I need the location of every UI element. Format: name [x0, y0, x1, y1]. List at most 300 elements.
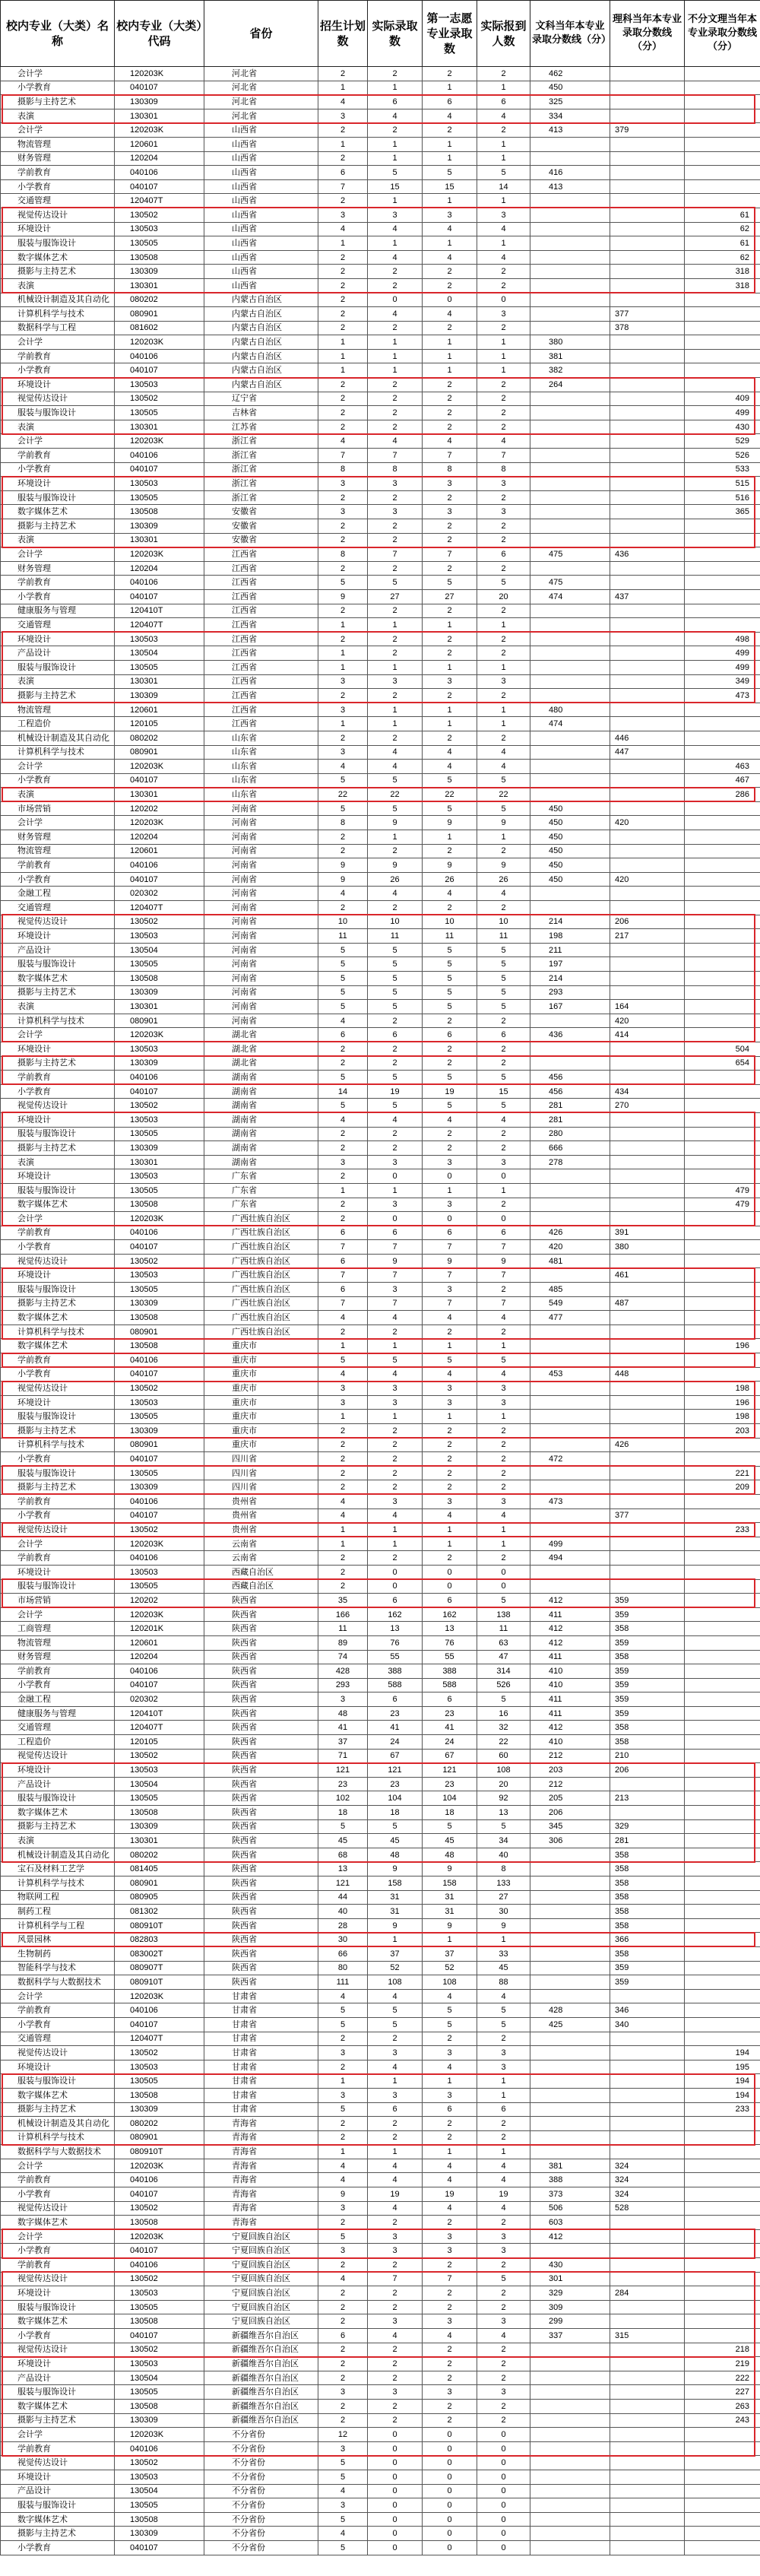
- cell-province: 河南省: [204, 887, 318, 901]
- cell-plan: 1: [318, 349, 368, 363]
- cell-reported: 526: [477, 1678, 530, 1692]
- cell-first-choice: 0: [423, 1212, 477, 1226]
- cell-wen-score: 453: [530, 1367, 610, 1382]
- table-row: [1, 208, 760, 222]
- cell-reported: 20: [477, 589, 530, 604]
- cell-mixed-score: [685, 1635, 760, 1650]
- cell-major-name: 会计学: [1, 2159, 115, 2173]
- cell-li-score: [610, 1452, 685, 1467]
- cell-major-code: 130502: [115, 1254, 204, 1268]
- table-row: [1, 1905, 760, 1919]
- cell-actual: 1: [368, 1537, 423, 1551]
- cell-reported: 0: [477, 2428, 530, 2442]
- cell-mixed-score: [685, 1806, 760, 1820]
- cell-li-score: [610, 2060, 685, 2074]
- cell-major-code: 120203K: [115, 1212, 204, 1226]
- table-row: [1, 1989, 760, 2003]
- cell-reported: 2: [477, 2300, 530, 2314]
- cell-actual: 7: [368, 1268, 423, 1283]
- cell-province: 重庆市: [204, 1382, 318, 1396]
- table-row: [1, 222, 760, 236]
- cell-li-score: 359: [610, 1607, 685, 1622]
- cell-li-score: [610, 477, 685, 491]
- table-row: [1, 2060, 760, 2074]
- cell-wen-score: [530, 505, 610, 519]
- cell-mixed-score: 479: [685, 1198, 760, 1212]
- table-row: [1, 2470, 760, 2484]
- cell-wen-score: 494: [530, 1551, 610, 1566]
- cell-reported: 40: [477, 1848, 530, 1862]
- cell-major-name: 环境设计: [1, 1565, 115, 1579]
- cell-reported: 7: [477, 1240, 530, 1255]
- cell-major-code: 130505: [115, 2300, 204, 2314]
- cell-first-choice: 3: [423, 1198, 477, 1212]
- cell-mixed-score: 218: [685, 2343, 760, 2357]
- table-row: [1, 618, 760, 633]
- cell-li-score: [610, 1339, 685, 1353]
- cell-wen-score: [530, 2145, 610, 2159]
- cell-first-choice: 0: [423, 2540, 477, 2555]
- cell-wen-score: [530, 2244, 610, 2258]
- cell-province: 新疆维吾尔自治区: [204, 2385, 318, 2400]
- cell-major-name: 学前教育: [1, 576, 115, 590]
- cell-wen-score: 456: [530, 1084, 610, 1099]
- table-row: [1, 646, 760, 661]
- cell-first-choice: 2: [423, 1424, 477, 1439]
- cell-wen-score: 410: [530, 1735, 610, 1750]
- table-row: [1, 434, 760, 449]
- cell-province: 青海省: [204, 2187, 318, 2202]
- cell-actual: 19: [368, 1084, 423, 1099]
- cell-major-name: 计算机科学与工程: [1, 1918, 115, 1933]
- cell-major-name: 物流管理: [1, 137, 115, 151]
- cell-li-score: [610, 109, 685, 123]
- table-row: [1, 1212, 760, 1226]
- cell-reported: 3: [477, 208, 530, 222]
- cell-reported: 4: [477, 1367, 530, 1382]
- cell-li-score: [610, 1410, 685, 1424]
- cell-wen-score: 281: [530, 1112, 610, 1127]
- cell-plan: 2: [318, 1169, 368, 1184]
- cell-major-name: 数字媒体艺术: [1, 1198, 115, 1212]
- cell-reported: 5: [477, 2017, 530, 2032]
- cell-province: 重庆市: [204, 1353, 318, 1368]
- cell-mixed-score: [685, 1537, 760, 1551]
- cell-major-name: 视觉传达设计: [1, 915, 115, 929]
- cell-actual: 588: [368, 1678, 423, 1692]
- cell-province: 陕西省: [204, 1961, 318, 1975]
- cell-province: 内蒙古自治区: [204, 363, 318, 378]
- cell-wen-score: 301: [530, 2272, 610, 2286]
- cell-li-score: 358: [610, 1735, 685, 1750]
- cell-wen-score: 436: [530, 1028, 610, 1042]
- cell-wen-score: [530, 1056, 610, 1071]
- cell-major-code: 130503: [115, 2357, 204, 2371]
- cell-major-code: 040106: [115, 2003, 204, 2018]
- cell-major-code: 130505: [115, 1283, 204, 1297]
- cell-plan: 2: [318, 830, 368, 845]
- cell-mixed-score: [685, 929, 760, 944]
- cell-actual: 9: [368, 1918, 423, 1933]
- cell-plan: 5: [318, 985, 368, 1000]
- cell-reported: 5: [477, 773, 530, 788]
- table-body: [1, 67, 760, 2555]
- cell-li-score: [610, 2343, 685, 2357]
- cell-actual: 4: [368, 1112, 423, 1127]
- cell-major-name: 摄影与主持艺术: [1, 2102, 115, 2117]
- cell-actual: 158: [368, 1876, 423, 1891]
- cell-reported: 5: [477, 2003, 530, 2018]
- cell-province: 浙江省: [204, 462, 318, 477]
- cell-plan: 3: [318, 2385, 368, 2400]
- cell-mixed-score: [685, 1240, 760, 1255]
- cell-province: 广西壮族自治区: [204, 1324, 318, 1339]
- cell-plan: 2: [318, 561, 368, 576]
- cell-mixed-score: [685, 901, 760, 915]
- cell-plan: 9: [318, 872, 368, 887]
- cell-major-code: 130508: [115, 972, 204, 986]
- table-row: [1, 1494, 760, 1508]
- cell-mixed-score: 243: [685, 2413, 760, 2428]
- cell-major-name: 计算机科学与技术: [1, 2130, 115, 2145]
- cell-major-code: 040106: [115, 449, 204, 463]
- cell-mixed-score: [685, 1706, 760, 1721]
- cell-wen-score: 299: [530, 2314, 610, 2329]
- cell-wen-score: [530, 222, 610, 236]
- cell-mixed-score: 194: [685, 2046, 760, 2060]
- cell-province: 陕西省: [204, 1735, 318, 1750]
- cell-wen-score: [530, 660, 610, 674]
- cell-li-score: [610, 406, 685, 420]
- cell-plan: 2: [318, 1480, 368, 1495]
- cell-li-score: [610, 2258, 685, 2273]
- cell-plan: 11: [318, 1622, 368, 1636]
- cell-reported: 2: [477, 1424, 530, 1439]
- cell-li-score: [610, 1324, 685, 1339]
- cell-major-name: 工程造价: [1, 1735, 115, 1750]
- cell-wen-score: [530, 788, 610, 802]
- cell-actual: 2: [368, 1141, 423, 1156]
- cell-wen-score: [530, 1862, 610, 1876]
- cell-wen-score: 281: [530, 1099, 610, 1113]
- cell-actual: 2: [368, 632, 423, 646]
- cell-li-score: [610, 830, 685, 845]
- cell-major-code: 040107: [115, 589, 204, 604]
- cell-actual: 2: [368, 604, 423, 618]
- cell-major-code: 130301: [115, 1834, 204, 1848]
- cell-province: 江西省: [204, 561, 318, 576]
- cell-plan: 22: [318, 788, 368, 802]
- cell-province: 甘肃省: [204, 1989, 318, 2003]
- cell-major-code: 080910T: [115, 1975, 204, 1990]
- cell-plan: 2: [318, 519, 368, 534]
- cell-plan: 8: [318, 462, 368, 477]
- cell-actual: 5: [368, 166, 423, 180]
- cell-first-choice: 2: [423, 1480, 477, 1495]
- cell-wen-score: [530, 2060, 610, 2074]
- cell-first-choice: 1: [423, 703, 477, 717]
- header-wen-score: 文科当年本专业录取分数线（分）: [530, 1, 610, 67]
- cell-first-choice: 4: [423, 887, 477, 901]
- cell-mixed-score: [685, 1692, 760, 1707]
- cell-plan: 2: [318, 378, 368, 392]
- table-row: [1, 674, 760, 689]
- cell-plan: 5: [318, 943, 368, 957]
- cell-plan: 5: [318, 2003, 368, 2018]
- table-row: [1, 1339, 760, 1353]
- cell-mixed-score: [685, 1678, 760, 1692]
- cell-li-score: 426: [610, 1438, 685, 1452]
- table-row: [1, 731, 760, 745]
- cell-actual: 0: [368, 2441, 423, 2456]
- cell-wen-score: [530, 674, 610, 689]
- cell-major-code: 120204: [115, 151, 204, 166]
- cell-actual: 1: [368, 81, 423, 95]
- cell-plan: 13: [318, 1862, 368, 1876]
- cell-actual: 2: [368, 278, 423, 293]
- cell-plan: 1: [318, 646, 368, 661]
- cell-first-choice: 6: [423, 1226, 477, 1240]
- cell-major-code: 130503: [115, 378, 204, 392]
- table-row: [1, 1480, 760, 1495]
- cell-actual: 1: [368, 2145, 423, 2159]
- cell-province: 湖南省: [204, 1127, 318, 1141]
- cell-province: 山东省: [204, 773, 318, 788]
- cell-li-score: [610, 901, 685, 915]
- cell-wen-score: [530, 2456, 610, 2470]
- table-row: [1, 901, 760, 915]
- cell-reported: 2: [477, 1056, 530, 1071]
- cell-first-choice: 2: [423, 1466, 477, 1480]
- cell-first-choice: 1: [423, 236, 477, 251]
- cell-mixed-score: [685, 321, 760, 335]
- cell-major-code: 130301: [115, 109, 204, 123]
- cell-province: 贵州省: [204, 1494, 318, 1508]
- cell-major-name: 产品设计: [1, 2484, 115, 2498]
- cell-wen-score: [530, 1339, 610, 1353]
- cell-major-name: 表演: [1, 533, 115, 547]
- cell-actual: 0: [368, 2484, 423, 2498]
- cell-major-name: 学前教育: [1, 858, 115, 873]
- cell-actual: 13: [368, 1622, 423, 1636]
- cell-plan: 1: [318, 363, 368, 378]
- cell-li-score: [610, 2413, 685, 2428]
- cell-plan: 2: [318, 1452, 368, 1467]
- cell-major-name: 视觉传达设计: [1, 1749, 115, 1763]
- cell-actual: 5: [368, 957, 423, 972]
- header-major-name: 校内专业（大类）名称: [1, 1, 115, 67]
- cell-major-name: 学前教育: [1, 2003, 115, 2018]
- cell-reported: 2: [477, 1480, 530, 1495]
- cell-plan: 2: [318, 2286, 368, 2301]
- cell-li-score: [610, 2470, 685, 2484]
- cell-actual: 3: [368, 674, 423, 689]
- cell-plan: 111: [318, 1975, 368, 1990]
- table-row: [1, 1283, 760, 1297]
- cell-plan: 2: [318, 2314, 368, 2329]
- cell-first-choice: 48: [423, 1848, 477, 1862]
- cell-major-code: 130508: [115, 1311, 204, 1325]
- table-row: [1, 2272, 760, 2286]
- cell-reported: 2: [477, 1198, 530, 1212]
- cell-wen-score: 309: [530, 2300, 610, 2314]
- cell-mixed-score: [685, 1777, 760, 1791]
- cell-li-score: [610, 943, 685, 957]
- cell-major-name: 会计学: [1, 335, 115, 350]
- cell-reported: 2: [477, 1551, 530, 1566]
- cell-major-name: 摄影与主持艺术: [1, 689, 115, 703]
- cell-wen-score: [530, 1353, 610, 1368]
- table-row: [1, 1071, 760, 1085]
- cell-reported: 2: [477, 378, 530, 392]
- cell-reported: 3: [477, 1494, 530, 1508]
- cell-reported: 2: [477, 844, 530, 858]
- cell-actual: 4: [368, 2060, 423, 2074]
- cell-actual: 3: [368, 2244, 423, 2258]
- cell-li-score: [610, 293, 685, 307]
- cell-actual: 4: [368, 1989, 423, 2003]
- cell-plan: 4: [318, 760, 368, 774]
- table-row: [1, 1240, 760, 1255]
- cell-actual: 0: [368, 2428, 423, 2442]
- cell-mixed-score: [685, 1763, 760, 1778]
- cell-plan: 3: [318, 1692, 368, 1707]
- cell-major-name: 视觉传达设计: [1, 2456, 115, 2470]
- cell-major-name: 小学教育: [1, 872, 115, 887]
- table-row: [1, 1367, 760, 1382]
- cell-first-choice: 4: [423, 1311, 477, 1325]
- table-row: [1, 462, 760, 477]
- cell-reported: 5: [477, 1353, 530, 1368]
- cell-first-choice: 4: [423, 222, 477, 236]
- table-row: [1, 1296, 760, 1311]
- cell-first-choice: 7: [423, 449, 477, 463]
- cell-plan: 2: [318, 1198, 368, 1212]
- table-row: [1, 604, 760, 618]
- cell-mixed-score: [685, 604, 760, 618]
- cell-mixed-score: 196: [685, 1395, 760, 1410]
- cell-province: 青海省: [204, 2145, 318, 2159]
- cell-major-name: 摄影与主持艺术: [1, 2413, 115, 2428]
- cell-major-name: 健康服务与管理: [1, 1706, 115, 1721]
- cell-province: 陕西省: [204, 1905, 318, 1919]
- cell-li-score: [610, 533, 685, 547]
- cell-wen-score: 211: [530, 943, 610, 957]
- cell-reported: 2: [477, 604, 530, 618]
- cell-first-choice: 0: [423, 293, 477, 307]
- cell-wen-score: [530, 1395, 610, 1410]
- cell-major-code: 120201K: [115, 1622, 204, 1636]
- cell-major-code: 130505: [115, 957, 204, 972]
- cell-major-code: 130301: [115, 278, 204, 293]
- cell-first-choice: 0: [423, 2456, 477, 2470]
- cell-actual: 1: [368, 349, 423, 363]
- cell-wen-score: 430: [530, 2258, 610, 2273]
- cell-mixed-score: [685, 1028, 760, 1042]
- cell-mixed-score: [685, 1933, 760, 1947]
- cell-li-score: 377: [610, 1508, 685, 1523]
- cell-mixed-score: [685, 1890, 760, 1905]
- cell-major-name: 会计学: [1, 123, 115, 138]
- cell-reported: 0: [477, 1579, 530, 1594]
- cell-province: 重庆市: [204, 1395, 318, 1410]
- cell-major-name: 生物制药: [1, 1946, 115, 1961]
- cell-reported: 16: [477, 1706, 530, 1721]
- cell-actual: 2: [368, 1127, 423, 1141]
- cell-province: 陕西省: [204, 1706, 318, 1721]
- cell-reported: 6: [477, 2102, 530, 2117]
- cell-major-code: 130508: [115, 2314, 204, 2329]
- cell-reported: 1: [477, 1933, 530, 1947]
- cell-li-score: [610, 2498, 685, 2513]
- cell-wen-score: 456: [530, 1071, 610, 1085]
- cell-reported: 4: [477, 434, 530, 449]
- cell-plan: 4: [318, 1311, 368, 1325]
- cell-major-code: 120203K: [115, 1989, 204, 2003]
- cell-major-code: 080901: [115, 745, 204, 760]
- cell-major-code: 130508: [115, 2399, 204, 2413]
- cell-major-name: 服装与服饰设计: [1, 1283, 115, 1297]
- cell-plan: 293: [318, 1678, 368, 1692]
- cell-first-choice: 1: [423, 618, 477, 633]
- cell-province: 青海省: [204, 2216, 318, 2230]
- cell-actual: 4: [368, 2329, 423, 2343]
- cell-actual: 3: [368, 1198, 423, 1212]
- cell-reported: 2: [477, 2343, 530, 2357]
- cell-plan: 1: [318, 1537, 368, 1551]
- cell-province: 甘肃省: [204, 2060, 318, 2074]
- cell-reported: 1: [477, 1339, 530, 1353]
- cell-major-code: 130502: [115, 208, 204, 222]
- table-row: [1, 67, 760, 81]
- cell-actual: 2: [368, 1480, 423, 1495]
- cell-major-code: 130505: [115, 406, 204, 420]
- cell-actual: 6: [368, 2102, 423, 2117]
- cell-li-score: [610, 278, 685, 293]
- cell-plan: 2: [318, 2032, 368, 2046]
- cell-major-code: 040107: [115, 1240, 204, 1255]
- cell-major-code: 130301: [115, 1000, 204, 1014]
- cell-plan: 12: [318, 2428, 368, 2442]
- cell-reported: 3: [477, 1382, 530, 1396]
- cell-mixed-score: [685, 1353, 760, 1368]
- cell-li-score: [610, 2272, 685, 2286]
- cell-wen-score: 450: [530, 858, 610, 873]
- cell-plan: 1: [318, 2074, 368, 2089]
- cell-major-code: 040107: [115, 2187, 204, 2202]
- cell-first-choice: 76: [423, 1635, 477, 1650]
- cell-major-code: 040106: [115, 2441, 204, 2456]
- cell-actual: 4: [368, 2159, 423, 2173]
- cell-mixed-score: [685, 2187, 760, 2202]
- cell-major-name: 小学教育: [1, 2244, 115, 2258]
- cell-li-score: [610, 1198, 685, 1212]
- cell-actual: 4: [368, 745, 423, 760]
- cell-province: 河南省: [204, 943, 318, 957]
- cell-plan: 2: [318, 2300, 368, 2314]
- cell-mixed-score: [685, 533, 760, 547]
- cell-reported: 60: [477, 1749, 530, 1763]
- cell-plan: 28: [318, 1918, 368, 1933]
- cell-li-score: [610, 1424, 685, 1439]
- cell-province: 新疆维吾尔自治区: [204, 2329, 318, 2343]
- cell-province: 广西壮族自治区: [204, 1226, 318, 1240]
- cell-major-name: 学前教育: [1, 349, 115, 363]
- table-row: [1, 830, 760, 845]
- cell-reported: 314: [477, 1664, 530, 1679]
- cell-actual: 55: [368, 1650, 423, 1664]
- cell-mixed-score: [685, 943, 760, 957]
